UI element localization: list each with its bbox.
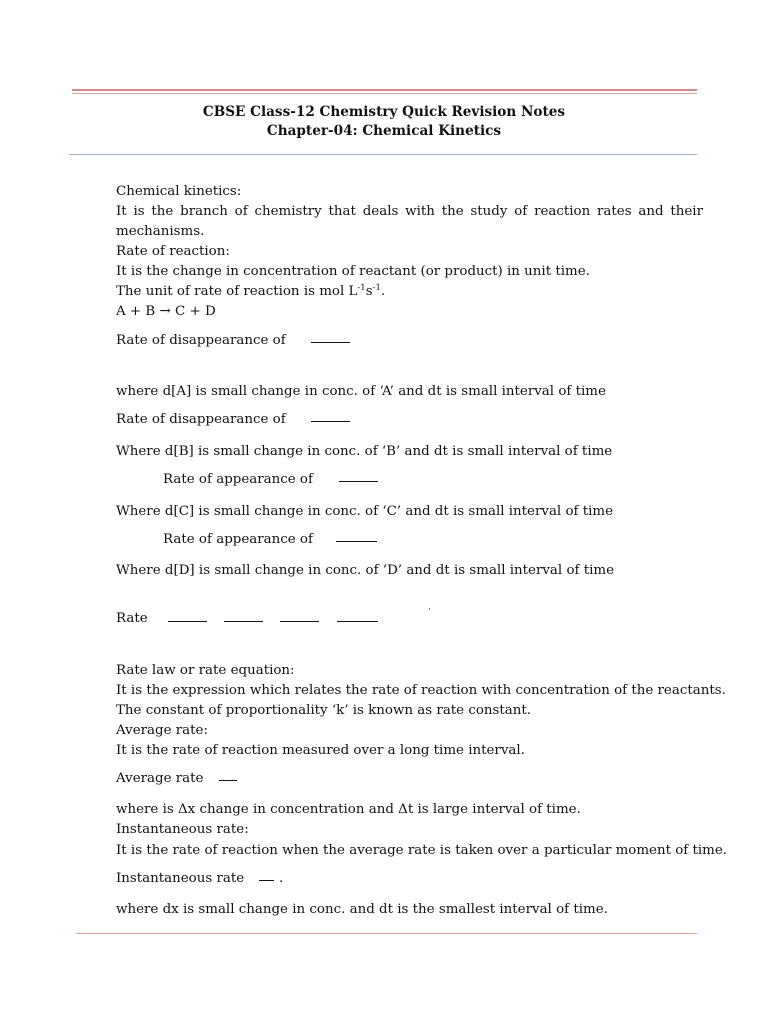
document-subtitle: Chapter-04: Chemical Kinetics bbox=[266, 123, 502, 139]
rate-definition: It is the change in concentration of reactant (or product) in unit time. bbox=[116, 264, 590, 279]
rate-constant-note: The constant of proportionality ‘k’ is known as rate constant. bbox=[116, 703, 532, 718]
instantaneous-rate-period: . bbox=[279, 871, 284, 886]
heading-average-rate: Average rate: bbox=[116, 723, 208, 738]
fraction-bar bbox=[336, 541, 377, 542]
rate-unit-exp-2: -1 bbox=[372, 283, 381, 293]
average-rate-definition: It is the rate of reaction measured over a long time interval. bbox=[116, 743, 525, 758]
top-rule bbox=[72, 89, 697, 91]
fraction-bar bbox=[311, 342, 350, 343]
top-rule-thin bbox=[72, 93, 697, 94]
rate-unit-exp-1: -1 bbox=[357, 283, 366, 293]
rate-unit-period: . bbox=[380, 284, 386, 299]
definition-line-1: It is the branch of chemistry that deals with the study of reaction rates and their bbox=[116, 204, 703, 219]
note-c: Where d[C] is small change in conc. of ‘C’ and dt is small interval of time bbox=[116, 504, 614, 519]
instantaneous-rate-definition: It is the rate of reaction when the average rate is taken over a particular moment of time. bbox=[116, 843, 728, 858]
average-rate-note: where is Δx change in concentration and Δt is large interval of time. bbox=[116, 802, 581, 817]
document-title: CBSE Class-12 Chemistry Quick Revision Notes bbox=[202, 104, 566, 120]
rate-appearance-d: Rate of appearance of bbox=[163, 532, 313, 547]
rate-law-definition: It is the expression which relates the rate of reaction with concentration of the reactants. bbox=[116, 683, 726, 698]
heading-rate-of-reaction: Rate of reaction: bbox=[116, 244, 230, 259]
note-a: where d[A] is small change in conc. of ‘A’ and dt is small interval of time bbox=[116, 384, 606, 399]
average-rate-expression: Average rate bbox=[116, 771, 204, 786]
fraction-bar bbox=[224, 621, 263, 622]
stray-mark: ˙ bbox=[427, 608, 432, 619]
fraction-bar bbox=[280, 621, 319, 622]
fraction-bar bbox=[339, 481, 378, 482]
rate-unit-s: s bbox=[365, 284, 373, 299]
rate-expression: Rate bbox=[116, 611, 148, 626]
fraction-bar bbox=[311, 421, 350, 422]
instantaneous-rate-note: where dx is small change in conc. and dt is the smallest interval of time. bbox=[116, 902, 608, 917]
heading-instantaneous-rate: Instantaneous rate: bbox=[116, 822, 249, 837]
rate-unit bbox=[116, 283, 385, 301]
fraction-bar bbox=[168, 621, 207, 622]
rate-unit-text: The unit of rate of reaction is mol L bbox=[116, 284, 358, 299]
fraction-bar bbox=[337, 621, 378, 622]
definition-line-2: mechanisms. bbox=[116, 224, 205, 239]
fraction-bar bbox=[259, 880, 274, 881]
rate-appearance-c: Rate of appearance of bbox=[163, 472, 313, 487]
reaction-equation: A + B → C + D bbox=[116, 304, 216, 319]
footer-rule bbox=[76, 933, 697, 934]
heading-chemical-kinetics: Chemical kinetics: bbox=[116, 184, 242, 199]
fraction-bar bbox=[219, 780, 237, 781]
rate-disappearance-b: Rate of disappearance of bbox=[116, 412, 286, 427]
instantaneous-rate-expression: Instantaneous rate bbox=[116, 871, 245, 886]
heading-rate-law: Rate law or rate equation: bbox=[116, 663, 295, 678]
rate-disappearance-a: Rate of disappearance of bbox=[116, 333, 286, 348]
note-d: Where d[D] is small change in conc. of ‘D’ and dt is small interval of time bbox=[116, 563, 615, 578]
note-b: Where d[B] is small change in conc. of ‘B’ and dt is small interval of time bbox=[116, 444, 613, 459]
header-rule bbox=[69, 154, 697, 155]
